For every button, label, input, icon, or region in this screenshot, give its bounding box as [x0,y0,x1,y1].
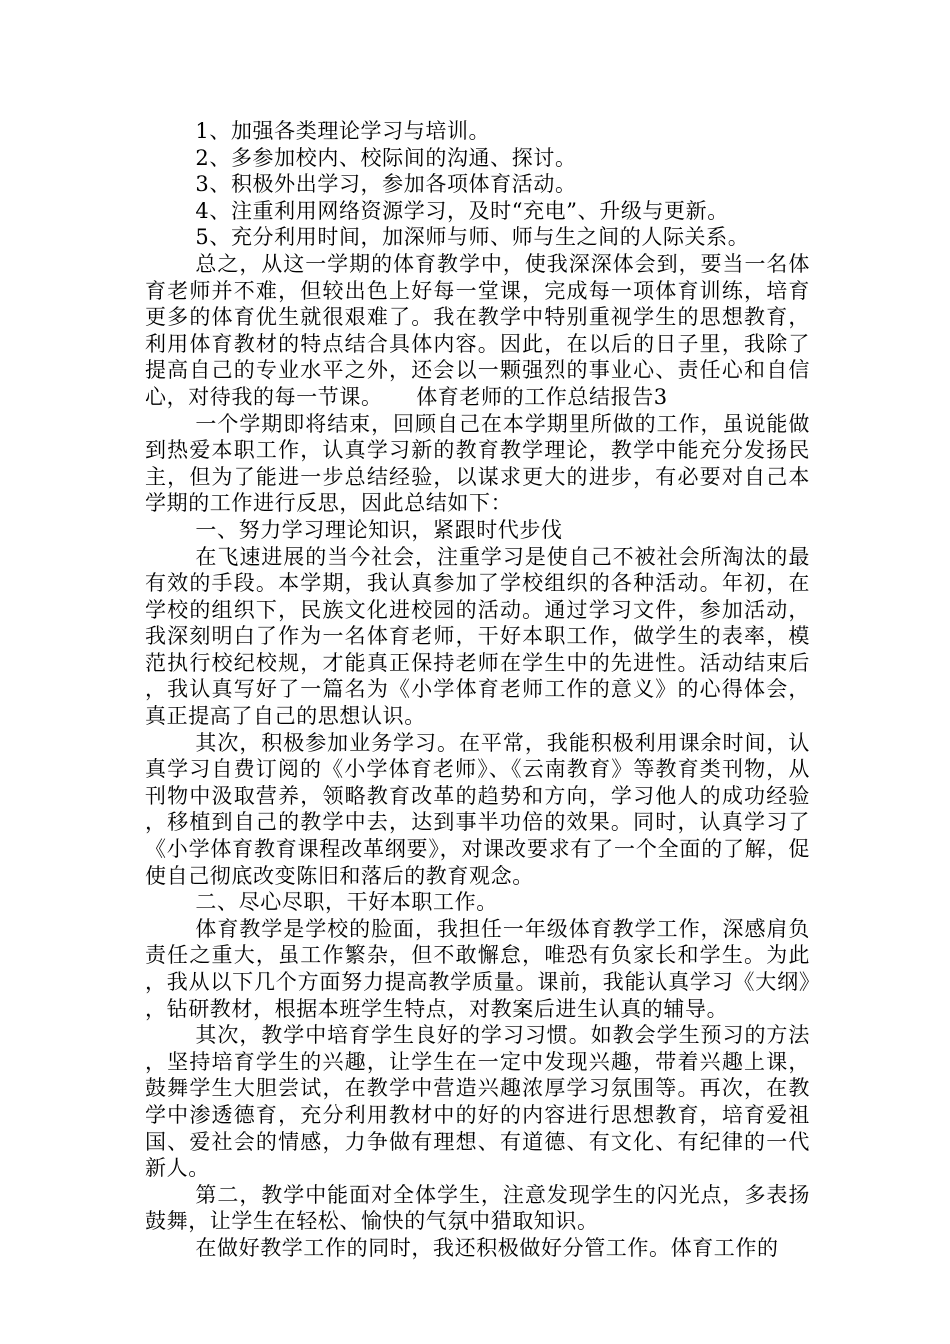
section-heading-1: 一、努力学习理论知识，紧跟时代步伐 [195,517,563,542]
list-item-3: 3、积极外出学习，参加各项体育活动。 [195,172,577,197]
body-paragraph: 在飞速进展的当今社会，注重学习是使自己不被社会所淘汰的最有效的手段。本学期，我认真参加了学校组织的各种活动。年初，在学校的组织下，民族文化进校园的活动。通过学习文件，参加活动，我深刻明白了作为一名体育老师，干好本职工作，做学生的表率，模范执行校纪校规，才能真正保持老师在学生中的先进性。活动结束后，我认真写好了一篇名为《小学体育老师工作的意义》的心得体会，真正提高了自己的思想认识。 [145,544,810,729]
body-paragraph: 在做好教学工作的同时，我还积极做好分管工作。体育工作的 [195,1235,779,1260]
intro-paragraph: 一个学期即将结束，回顾自己在本学期里所做的工作，虽说能做到热爱本职工作，认真学习新的教育教学理论，教学中能充分发扬民主，但为了能进一步总结经验，以谋求更大的进步，有必要对自己本学期的工作进行反思，因此总结如下： [145,411,810,516]
report-heading: 体育老师的工作总结报告3 [416,384,668,409]
list-item-4: 4、注重利用网络资源学习，及时“充电”、升级与更新。 [195,198,729,223]
body-paragraph: 其次，教学中培育学生良好的学习习惯。如教会学生预习的方法，坚持培育学生的兴趣，让学生在一定中发现兴趣，带着兴趣上课，鼓舞学生大胆尝试，在教学中营造兴趣浓厚学习氛围等。再次，在教学中渗透德育，充分利用教材中的好的内容进行思想教育，培育爱祖国、爱社会的情感，力争做有理想、有道德、有文化、有纪律的一代新人。 [145,1023,810,1181]
list-item-5: 5、充分利用时间，加深师与师、师与生之间的人际关系。 [195,225,750,250]
list-item-1: 1、加强各类理论学习与培训。 [195,119,491,143]
body-paragraph: 体育教学是学校的脸面，我担任一年级体育教学工作，深感肩负责任之重大，虽工作繁杂，但不敢懈怠，唯恐有负家长和学生。为此，我从以下几个方面努力提高教学质量。课前，我能认真学习《大纲》，钻研教材，根据本班学生特点，对教案后进生认真的辅导。 [145,916,810,1021]
summary-text: 总之，从这一学期的体育教学中，使我深深体会到，要当一名体育老师并不难，但较出色上好每一堂课，完成每一项体育训练，培育更多的体育优生就很艰难了。我在教学中特别重视学生的思想教育，利用体育教材的特点结合具体内容。因此，在以后的日子里，我除了提高自己的专业水平之外，还会以一颗强烈的事业心、责任心和自信心，对待我的每一节课。 [145,251,810,409]
document-page [145,118,810,1262]
body-paragraph: 其次，积极参加业务学习。在平常，我能积极利用课余时间，认真学习自费订阅的《小学体育老师》、《云南教育》等教育类刊物，从刊物中汲取营养，领略教育改革的趋势和方向，学习他人的成功经验，移植到自己的教学中去，达到事半功倍的效果。同时，认真学习了《小学体育教育课程改革纲要》，对课改要求有了一个全面的了解，促使自己彻底改变陈旧和落后的教育观念。 [145,730,810,888]
summary-paragraph [145,251,810,411]
list-item-2: 2、多参加校内、校际间的沟通、探讨。 [195,145,577,170]
body-paragraph: 第二，教学中能面对全体学生，注意发现学生的闪光点，多表扬鼓舞，让学生在轻松、愉快的气氛中猎取知识。 [145,1182,810,1234]
section-heading-2: 二、尽心尽职，干好本职工作。 [195,890,498,915]
